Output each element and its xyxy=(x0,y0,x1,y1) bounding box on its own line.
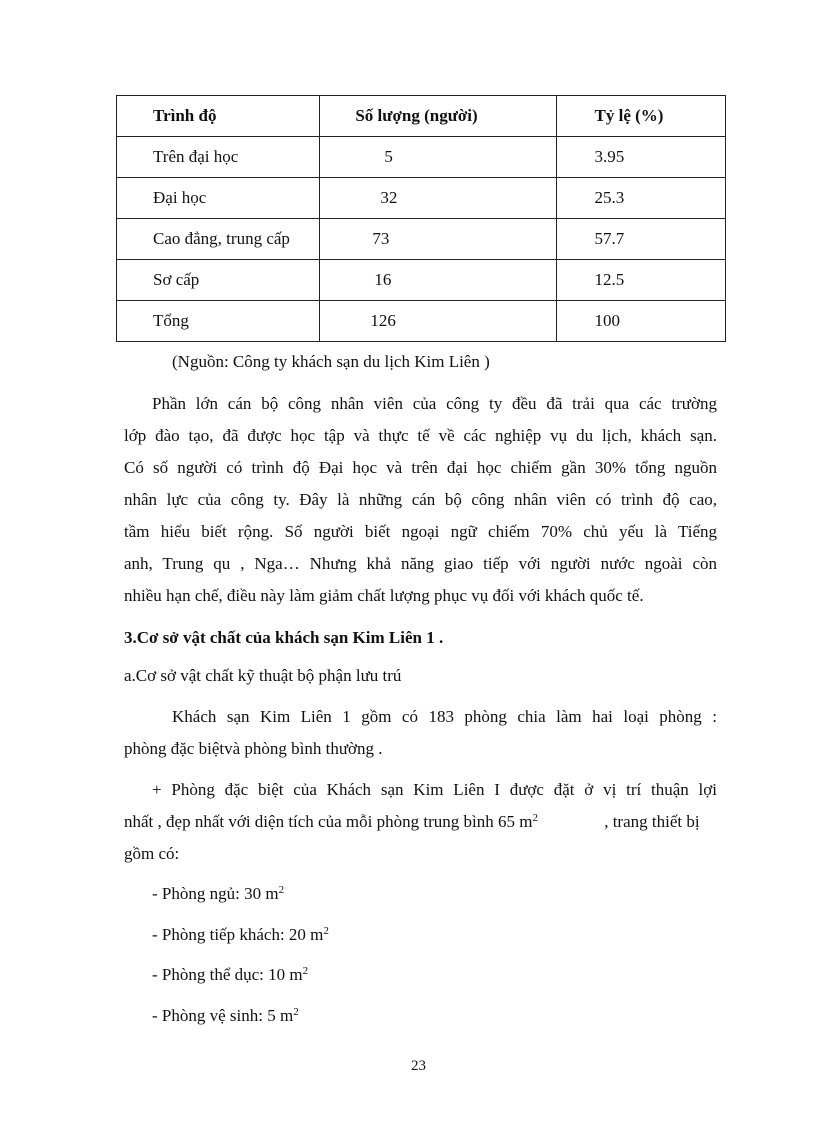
table-cell: 100 xyxy=(556,301,725,342)
table-cell: 12.5 xyxy=(556,260,725,301)
table-row xyxy=(117,178,726,219)
table-cell: 5 xyxy=(320,137,556,178)
table-cell: Đại học xyxy=(117,178,320,219)
paragraph-line: Khách sạn Kim Liên 1 gồm có 183 phòng chia làm hai loại phòng : xyxy=(172,707,717,726)
paragraph-line: nhất , đẹp nhất với diện tích của mỗi phòng trung bình 65 $m^2$ , trang thiết bị xyxy=(124,812,700,831)
superscript: 2 xyxy=(532,812,538,824)
table-cell: Cao đẳng, trung cấp xyxy=(117,219,320,260)
table-cell: Tổng xyxy=(117,301,320,342)
table-header-row xyxy=(117,96,726,137)
table-cell: 32 xyxy=(320,178,556,219)
paragraph-line: phòng đặc biệtvà phòng bình thường . xyxy=(124,739,383,758)
paragraph-line: nhiều hạn chế, điều này làm giảm chất lượng phục vụ đối với khách quốc tế. xyxy=(124,586,644,605)
paragraph-line: nhân lực của công ty. Đây là những cán bộ công nhân viên có trình độ cao, xyxy=(124,490,717,509)
paragraph-line: tầm hiểu biết rộng. Số người biết ngoại ngữ chiếm 70% chủ yếu là Tiếng xyxy=(124,522,717,541)
table-cell: 3.95 xyxy=(556,137,725,178)
list-item: - Phòng vệ sinh: 5 $m^2$ xyxy=(152,1006,299,1025)
page-number: 23 xyxy=(411,1058,426,1074)
paragraph-line: + Phòng đặc biệt của Khách sạn Kim Liên I được đặt ở vị trí thuận lợi xyxy=(152,780,717,799)
list-item: - Phòng tiếp khách: 20 $m^2$ xyxy=(152,925,329,944)
table-row xyxy=(117,137,726,178)
list-item: - Phòng thể dục: 10 $m^2$ xyxy=(152,965,309,984)
table-row xyxy=(117,219,726,260)
table-cell: 126 xyxy=(320,301,556,342)
list-item: - Phòng ngủ: 30 $m^2$ xyxy=(152,884,285,903)
table-row xyxy=(117,260,726,301)
paragraph-line: Có số người có trình độ Đại học và trên đại học chiếm gần 30% tổng nguồn xyxy=(124,458,717,477)
table-header-cell: Trình độ xyxy=(117,96,320,137)
sub-heading: a.Cơ sở vật chất kỹ thuật bộ phận lưu trú xyxy=(124,666,402,685)
paragraph-line: lớp đào tạo, đã được học tập và thực tế về các nghiệp vụ du lịch, khách sạn. xyxy=(124,426,717,445)
paragraph-line: Phần lớn cán bộ công nhân viên của công ty đều đã trải qua các trường xyxy=(152,394,717,413)
staff-qualification-table xyxy=(116,95,726,342)
section-heading: 3.Cơ sở vật chất của khách sạn Kim Liên 1 . xyxy=(124,628,444,647)
table-header-cell: Số lượng (người) xyxy=(320,96,556,137)
table-source-note: (Nguồn: Công ty khách sạn du lịch Kim Liên ) xyxy=(172,352,490,371)
table-cell: 16 xyxy=(320,260,556,301)
table-cell: 73 xyxy=(320,219,556,260)
table-header-cell: Tỷ lệ (%) xyxy=(556,96,725,137)
table-cell: Sơ cấp xyxy=(117,260,320,301)
table-cell: 57.7 xyxy=(556,219,725,260)
table-total-row xyxy=(117,301,726,342)
paragraph-line: anh, Trung qu , Nga… Nhưng khả năng giao tiếp với người nước ngoài còn xyxy=(124,554,717,573)
table-cell: 25.3 xyxy=(556,178,725,219)
table-cell: Trên đại học xyxy=(117,137,320,178)
paragraph-line: gồm có: xyxy=(124,844,180,863)
